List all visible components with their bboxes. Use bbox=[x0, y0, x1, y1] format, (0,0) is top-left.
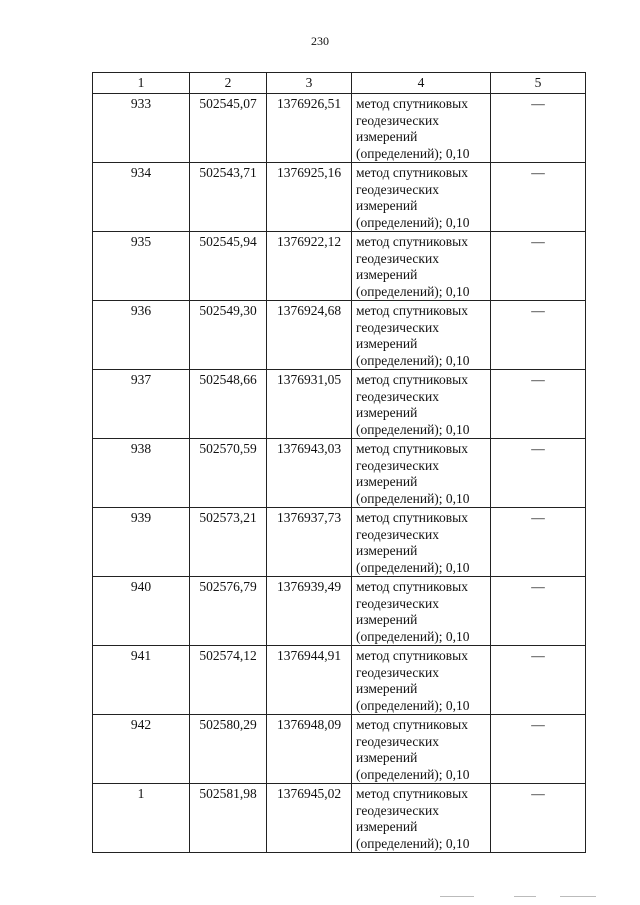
y-coordinate-cell: 1376945,02 bbox=[267, 784, 352, 853]
description-cell: — bbox=[491, 646, 586, 715]
point-cell: 942 bbox=[93, 715, 190, 784]
table-header-row bbox=[93, 73, 586, 94]
table-row bbox=[93, 784, 586, 853]
x-coordinate-cell: 502549,30 bbox=[190, 301, 267, 370]
table-row bbox=[93, 301, 586, 370]
method-cell: метод спутниковых геодезических измерений (определений); 0,10 bbox=[352, 577, 491, 646]
point-cell: 941 bbox=[93, 646, 190, 715]
footer-marks bbox=[430, 896, 600, 900]
method-cell: метод спутниковых геодезических измерений (определений); 0,10 bbox=[352, 232, 491, 301]
point-cell: 1 bbox=[93, 784, 190, 853]
x-coordinate-cell: 502543,71 bbox=[190, 163, 267, 232]
x-coordinate-cell: 502576,79 bbox=[190, 577, 267, 646]
point-cell: 933 bbox=[93, 94, 190, 163]
column-header-5: 5 bbox=[491, 73, 586, 94]
y-coordinate-cell: 1376924,68 bbox=[267, 301, 352, 370]
table-row bbox=[93, 715, 586, 784]
description-cell: — bbox=[491, 94, 586, 163]
description-cell: — bbox=[491, 508, 586, 577]
point-cell: 935 bbox=[93, 232, 190, 301]
y-coordinate-cell: 1376948,09 bbox=[267, 715, 352, 784]
method-cell: метод спутниковых геодезических измерений (определений); 0,10 bbox=[352, 508, 491, 577]
point-cell: 937 bbox=[93, 370, 190, 439]
y-coordinate-cell: 1376925,16 bbox=[267, 163, 352, 232]
description-cell: — bbox=[491, 232, 586, 301]
table-row bbox=[93, 163, 586, 232]
table-row bbox=[93, 577, 586, 646]
method-cell: метод спутниковых геодезических измерений (определений); 0,10 bbox=[352, 439, 491, 508]
description-cell: — bbox=[491, 577, 586, 646]
table-row bbox=[93, 94, 586, 163]
table-row bbox=[93, 508, 586, 577]
x-coordinate-cell: 502573,21 bbox=[190, 508, 267, 577]
y-coordinate-cell: 1376944,91 bbox=[267, 646, 352, 715]
x-coordinate-cell: 502548,66 bbox=[190, 370, 267, 439]
y-coordinate-cell: 1376931,05 bbox=[267, 370, 352, 439]
y-coordinate-cell: 1376939,49 bbox=[267, 577, 352, 646]
y-coordinate-cell: 1376937,73 bbox=[267, 508, 352, 577]
description-cell: — bbox=[491, 163, 586, 232]
point-cell: 936 bbox=[93, 301, 190, 370]
method-cell: метод спутниковых геодезических измерений (определений); 0,10 bbox=[352, 94, 491, 163]
x-coordinate-cell: 502580,29 bbox=[190, 715, 267, 784]
table-row bbox=[93, 370, 586, 439]
method-cell: метод спутниковых геодезических измерений (определений); 0,10 bbox=[352, 646, 491, 715]
method-cell: метод спутниковых геодезических измерений (определений); 0,10 bbox=[352, 784, 491, 853]
point-cell: 934 bbox=[93, 163, 190, 232]
column-header-2: 2 bbox=[190, 73, 267, 94]
x-coordinate-cell: 502545,07 bbox=[190, 94, 267, 163]
description-cell: — bbox=[491, 784, 586, 853]
column-header-4: 4 bbox=[352, 73, 491, 94]
method-cell: метод спутниковых геодезических измерений (определений); 0,10 bbox=[352, 370, 491, 439]
column-header-1: 1 bbox=[93, 73, 190, 94]
point-cell: 939 bbox=[93, 508, 190, 577]
description-cell: — bbox=[491, 715, 586, 784]
table-row bbox=[93, 439, 586, 508]
page-number: 230 bbox=[311, 34, 329, 48]
description-cell: — bbox=[491, 439, 586, 508]
x-coordinate-cell: 502574,12 bbox=[190, 646, 267, 715]
table-body bbox=[93, 94, 586, 853]
y-coordinate-cell: 1376943,03 bbox=[267, 439, 352, 508]
x-coordinate-cell: 502545,94 bbox=[190, 232, 267, 301]
point-cell: 940 bbox=[93, 577, 190, 646]
table-row bbox=[93, 232, 586, 301]
y-coordinate-cell: 1376926,51 bbox=[267, 94, 352, 163]
x-coordinate-cell: 502570,59 bbox=[190, 439, 267, 508]
y-coordinate-cell: 1376922,12 bbox=[267, 232, 352, 301]
column-header-3: 3 bbox=[267, 73, 352, 94]
method-cell: метод спутниковых геодезических измерений (определений); 0,10 bbox=[352, 301, 491, 370]
table-row bbox=[93, 646, 586, 715]
x-coordinate-cell: 502581,98 bbox=[190, 784, 267, 853]
method-cell: метод спутниковых геодезических измерений (определений); 0,10 bbox=[352, 715, 491, 784]
point-cell: 938 bbox=[93, 439, 190, 508]
description-cell: — bbox=[491, 301, 586, 370]
coordinates-table bbox=[92, 72, 586, 853]
description-cell: — bbox=[491, 370, 586, 439]
method-cell: метод спутниковых геодезических измерений (определений); 0,10 bbox=[352, 163, 491, 232]
